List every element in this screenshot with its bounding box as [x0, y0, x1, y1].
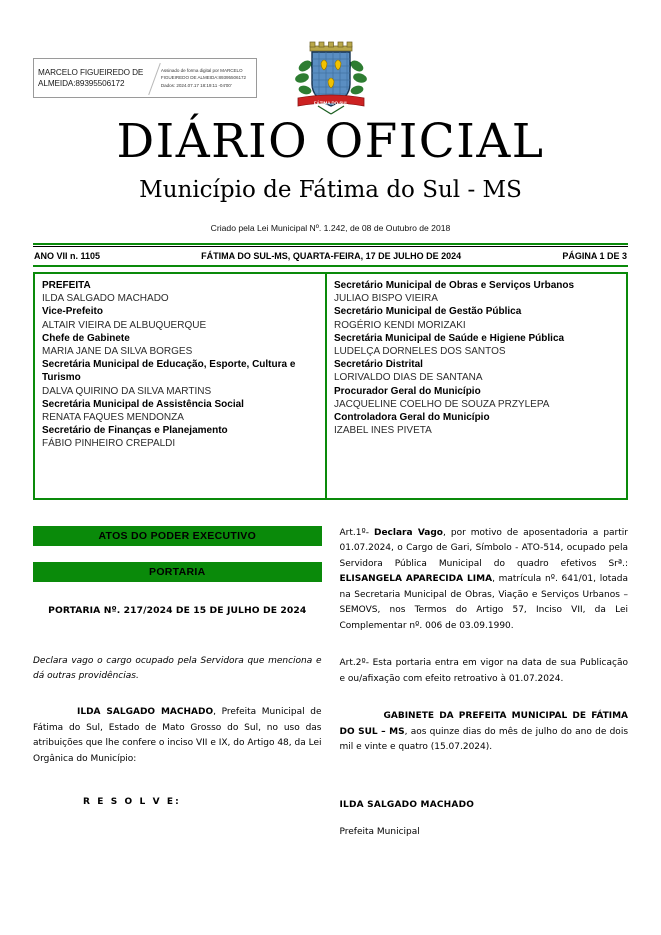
official-person: ALTAIR VIEIRA DE ALBUQUERQUE	[42, 319, 207, 331]
signature-signer-name: MARCELO FIGUEIREDO DE ALMEIDA:89395506172	[38, 67, 144, 88]
body-columns	[33, 526, 628, 837]
portaria-preamble	[33, 705, 322, 767]
official-role: Secretária Municipal de Assistência Social	[42, 398, 244, 410]
preamble-rest: , Prefeita Municipal de Fátima do Sul, Estado de Mato Grosso do Sul, no uso das atribuições que lhe confere o inciso VII e IX, do Artigo 48, da Lei Orgânica do Município:	[33, 707, 322, 764]
signature-meta-line-1: Assinado de forma digital por MARCELO	[160, 68, 243, 74]
official-person: MARIA JANE DA SILVA BORGES	[42, 345, 193, 357]
official-person: JACQUELINE COELHO DE SOUZA PRZYLEPA	[334, 398, 550, 410]
body-column-left	[33, 526, 322, 837]
official-entry	[334, 305, 619, 331]
official-entry	[334, 385, 619, 411]
official-entry	[42, 332, 318, 358]
officials-box	[33, 272, 628, 500]
official-person: ILDA SALGADO MACHADO	[42, 293, 169, 305]
official-role: Controladora Geral do Município	[334, 411, 490, 423]
article-1-label: Art.1º-	[339, 528, 374, 538]
page-title: DIÁRIO OFICIAL	[116, 114, 545, 169]
article-1-emphasis-declara-vago: Declara Vago	[373, 528, 443, 538]
info-bar-bottom-green-rule	[33, 265, 628, 267]
official-entry	[334, 332, 619, 358]
gabinete-heading: GABINETE DA PREFEITA MUNICIPAL DE FÁTIMA DO SUL – MS	[339, 711, 628, 737]
official-person: IZABEL INES PIVETA	[334, 425, 432, 437]
page-indicator: PÁGINA 1 DE 3	[562, 251, 627, 261]
section-header-atos: ATOS DO PODER EXECUTIVO	[33, 526, 322, 546]
official-entry	[334, 358, 619, 384]
official-person: RENATA FAQUES MENDONZA	[42, 411, 184, 423]
preamble-mayor-name: ILDA SALGADO MACHADO	[77, 707, 214, 718]
signature-slash-mark	[147, 59, 161, 97]
body-column-right	[340, 526, 629, 837]
signature-meta-line-2: FIGUEIREDO DE ALMEIDA:89395506172	[160, 75, 247, 81]
official-person: JULIAO BISPO VIEIRA	[334, 293, 438, 305]
official-entry	[334, 411, 619, 437]
official-role: Secretário Municipal de Obras e Serviços Urbanos	[334, 280, 575, 291]
svg-text:FÁTIMA DO SUL: FÁTIMA DO SUL	[313, 100, 348, 106]
gabinete-paragraph	[340, 709, 629, 755]
official-role: Chefe de Gabinete	[42, 332, 130, 344]
officials-column-left	[35, 274, 327, 498]
article-1-employee-name: ELISANGELA APARECIDA LIMA	[339, 574, 493, 585]
signatory-role: Prefeita Municipal	[339, 826, 420, 837]
officials-column-right	[327, 274, 626, 498]
official-entry	[42, 424, 318, 450]
official-entry	[42, 358, 318, 398]
portaria-title: PORTARIA Nº. 217/2024 DE 15 DE JULHO DE 2024	[48, 605, 307, 616]
article-2-paragraph	[340, 656, 629, 687]
masthead	[33, 0, 628, 233]
municipal-coat-of-arms-icon	[294, 40, 368, 116]
official-entry	[334, 279, 619, 305]
issue-number: ANO VII n. 1105	[34, 251, 101, 261]
article-1-text-part-1: , por motivo de aposentadoria a partir 01.07.2024, o Cargo de Gari, Símbolo - ATO-514, ocupado pela Servidora Pública Municipal do quadro efetivos Srª.:	[339, 528, 628, 569]
official-person: DALVA QUIRINO DA SILVA MARTINS	[42, 385, 212, 397]
gabinete-rest: , aos quinze dias do mês de julho do ano de dois mil e vinte e quatro (15.07.2024).	[339, 726, 629, 753]
official-entry	[42, 305, 318, 331]
official-entry	[42, 398, 318, 424]
portaria-ementa: Declara vago o cargo ocupado pela Servidora que menciona e dá outras providências.	[33, 655, 322, 681]
official-person: ROGÉRIO KENDI MORIZAKI	[334, 319, 466, 331]
official-role: PREFEITA	[42, 280, 91, 291]
official-role: Procurador Geral do Município	[334, 385, 481, 397]
official-role: Secretário Municipal de Gestão Pública	[334, 306, 522, 318]
digital-signature-stamp	[33, 58, 257, 98]
official-role: Secretária Municipal de Saúde e Higiene Pública	[334, 332, 565, 344]
official-person: LORIVALDO DIAS DE SANTANA	[334, 372, 483, 384]
issue-date-line: FÁTIMA DO SUL-MS, QUARTA-FEIRA, 17 DE JULHO DE 2024	[201, 251, 462, 261]
resolve-label: R E S O L V E:	[83, 797, 181, 808]
article-1-text-part-2: , matrícula nº. 641/01, lotada na Secretaria Municipal de Obras, Viação e Serviços Urbanos – SEMOVS, nos Termos do Artigo 57, Inciso VII, da Lei Complementar nº. 006 de 03.09.1990.	[339, 574, 628, 631]
info-bar-top-green-rule	[33, 243, 628, 245]
signature-meta-line-3: Dados: 2024.07.17 18:19:11 -04'00'	[160, 82, 232, 88]
official-role: Secretária Municipal de Educação, Esporte, Cultura e Turismo	[42, 359, 296, 384]
official-person: FÁBIO PINHEIRO CREPALDI	[42, 438, 176, 450]
signatory-name: ILDA SALGADO MACHADO	[339, 799, 475, 810]
official-entry	[42, 279, 318, 305]
article-1-paragraph	[340, 526, 629, 634]
masthead-law-line: Criado pela Lei Municipal Nº. 1.242, de 08 de Outubro de 2018	[210, 223, 451, 233]
article-2-text: Esta portaria entra em vigor na data de sua Publicação e ou/afixação com efeito retroativo à 01.07.2024.	[339, 658, 628, 684]
section-header-portaria: PORTARIA	[33, 562, 322, 582]
official-person: LUDELÇA DORNELES DOS SANTOS	[334, 345, 506, 357]
official-role: Vice-Prefeito	[42, 306, 103, 318]
signature-metadata	[161, 67, 256, 88]
masthead-subtitle: Município de Fátima do Sul - MS	[139, 177, 522, 203]
official-role: Secretário de Finanças e Planejamento	[42, 425, 228, 437]
official-role: Secretário Distrital	[334, 359, 423, 371]
issue-info-bar	[33, 243, 628, 267]
article-2-label: Art.2º-	[339, 658, 373, 669]
